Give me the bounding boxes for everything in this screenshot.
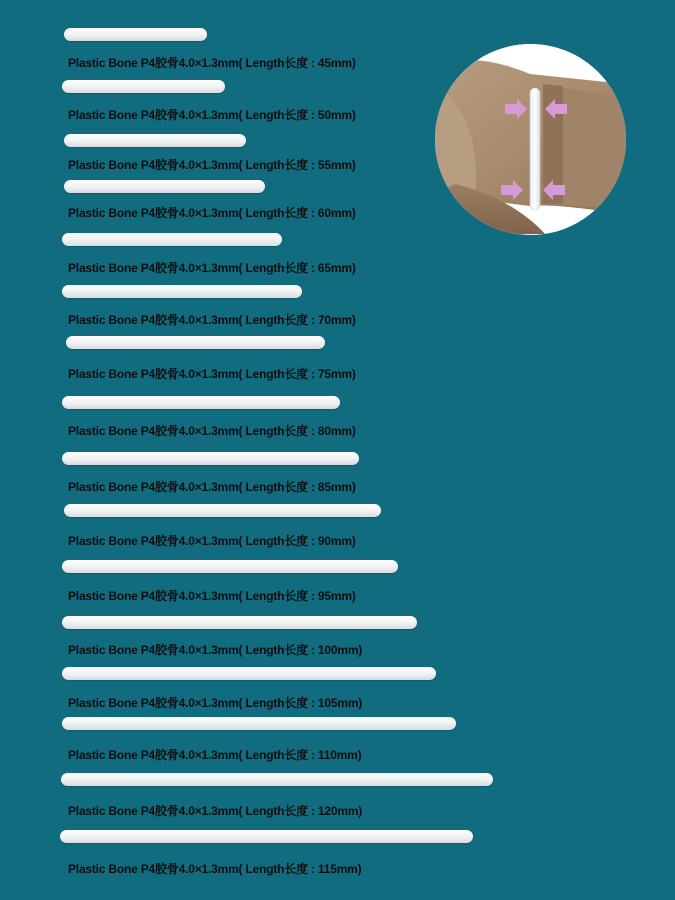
bone-size-label: Plastic Bone P4胶骨4.0×1.3mm( Length长度 : 100mm) <box>68 643 363 657</box>
bone-size-label: Plastic Bone P4胶骨4.0×1.3mm( Length长度 : 85mm) <box>68 480 356 494</box>
bra-strap-detail-photo <box>435 44 626 235</box>
product-detail-photo <box>435 44 626 235</box>
bone-size-label: Plastic Bone P4胶骨4.0×1.3mm( Length长度 : 105mm) <box>68 696 363 710</box>
bone-size-label: Plastic Bone P4胶骨4.0×1.3mm( Length长度 : 110mm) <box>68 748 362 762</box>
plastic-bone-strip <box>66 336 325 349</box>
bone-size-label: Plastic Bone P4胶骨4.0×1.3mm( Length长度 : 60mm) <box>68 206 356 220</box>
bone-size-label: Plastic Bone P4胶骨4.0×1.3mm( Length长度 : 115mm) <box>68 862 362 876</box>
plastic-bone-strip <box>64 28 207 41</box>
bone-size-label: Plastic Bone P4胶骨4.0×1.3mm( Length长度 : 70mm) <box>68 313 356 327</box>
bone-size-label: Plastic Bone P4胶骨4.0×1.3mm( Length长度 : 50mm) <box>68 108 356 122</box>
plastic-bone-strip <box>60 830 473 843</box>
plastic-bone-strip <box>62 560 398 573</box>
plastic-bone-strip <box>62 452 359 465</box>
bone-size-label: Plastic Bone P4胶骨4.0×1.3mm( Length长度 : 90mm) <box>68 534 356 548</box>
bone-size-label: Plastic Bone P4胶骨4.0×1.3mm( Length长度 : 95mm) <box>68 589 356 603</box>
plastic-bone-strip <box>62 667 436 680</box>
plastic-bone-strip <box>62 80 225 93</box>
plastic-bone-strip <box>61 773 493 786</box>
plastic-bone-strip <box>62 285 302 298</box>
bone-size-label: Plastic Bone P4胶骨4.0×1.3mm( Length长度 : 120mm) <box>68 804 363 818</box>
plastic-bone-strip <box>64 134 246 147</box>
plastic-bone-strip <box>62 396 340 409</box>
bone-size-label: Plastic Bone P4胶骨4.0×1.3mm( Length长度 : 75mm) <box>68 367 356 381</box>
plastic-bone-strip <box>62 233 282 246</box>
bone-size-label: Plastic Bone P4胶骨4.0×1.3mm( Length长度 : 45mm) <box>68 56 356 70</box>
plastic-bone-strip <box>64 504 381 517</box>
plastic-bone-strip <box>62 616 417 629</box>
bone-size-label: Plastic Bone P4胶骨4.0×1.3mm( Length长度 : 80mm) <box>68 424 356 438</box>
plastic-bone-strip <box>64 180 265 193</box>
plastic-bone-strip <box>62 717 456 730</box>
bone-size-label: Plastic Bone P4胶骨4.0×1.3mm( Length长度 : 55mm) <box>68 158 356 172</box>
bone-size-label: Plastic Bone P4胶骨4.0×1.3mm( Length长度 : 65mm) <box>68 261 356 275</box>
